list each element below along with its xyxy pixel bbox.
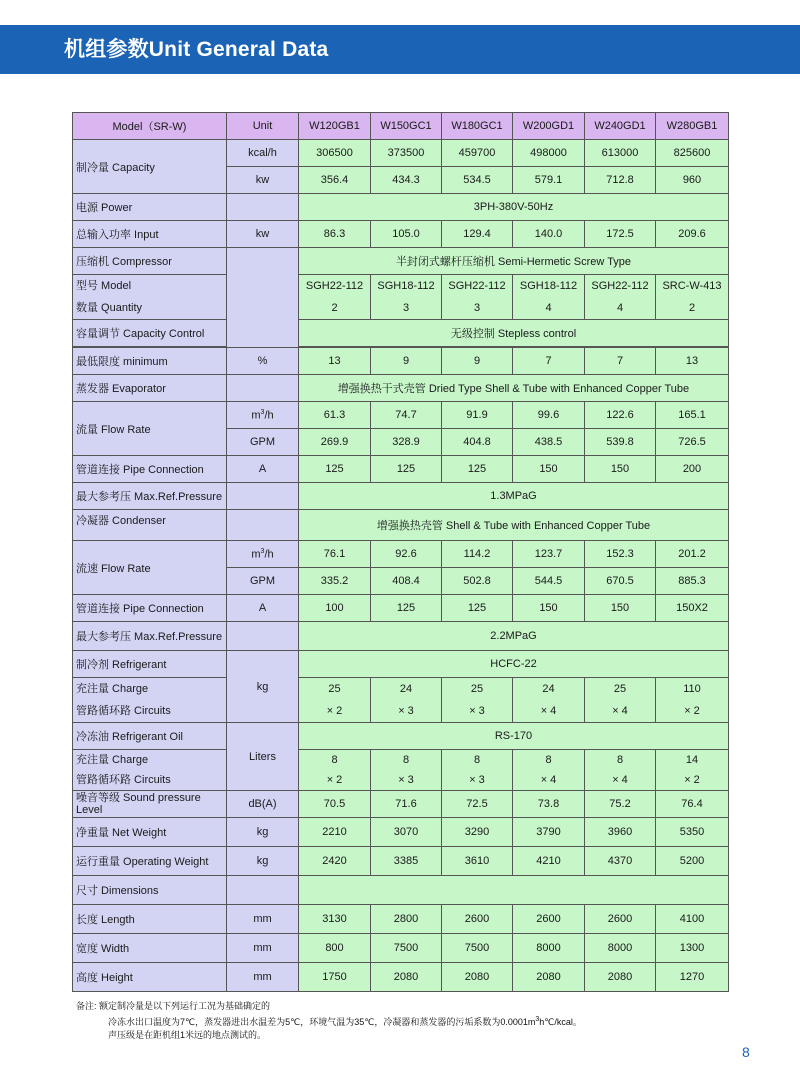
table-cell: 8 × 4 — [585, 750, 656, 791]
evaporator-unit-gpm: GPM — [227, 429, 299, 456]
table-cell: 172.5 — [585, 221, 656, 248]
table-cell: 2600 — [513, 905, 585, 934]
table-cell: 201.2 — [656, 541, 729, 568]
table-cell: 1300 — [656, 934, 729, 963]
input-label: 总输入功率 Input — [73, 221, 227, 248]
operating-weight-label: 运行重量 Operating Weight — [73, 847, 227, 876]
table-cell — [227, 876, 299, 905]
table-cell: 306500 — [299, 140, 371, 167]
condenser-unit-m3h: $m^3/h$ — [227, 541, 299, 568]
table-cell: 70.5 — [299, 791, 371, 818]
table-cell: 129.4 — [442, 221, 513, 248]
table-cell: 25 × 2 — [299, 678, 371, 723]
input-unit: kw — [227, 221, 299, 248]
table-cell: 579.1 — [513, 167, 585, 194]
table-cell: 800 — [299, 934, 371, 963]
table-cell: 105.0 — [371, 221, 442, 248]
table-cell: 9 — [442, 348, 513, 375]
table-cell: 25 × 4 — [585, 678, 656, 723]
table-cell: 2600 — [442, 905, 513, 934]
refrigerant-charge-labels — [73, 678, 227, 723]
table-row — [73, 651, 729, 678]
height-label: 高度 Height — [73, 963, 227, 992]
table-cell: 209.6 — [656, 221, 729, 248]
evaporator-pipe-label: 管道连接 Pipe Connection — [73, 456, 227, 483]
table-cell: 7500 — [442, 934, 513, 963]
table-cell: 13 — [299, 348, 371, 375]
table-cell: 2420 — [299, 847, 371, 876]
page-title: 机组参数Unit General Data — [64, 38, 329, 61]
condenser-pressure-label: 最大参考压 Max.Ref.Pressure — [73, 622, 227, 651]
table-row — [73, 678, 729, 723]
note-line-2: 冷冻水出口温度为7℃，蒸发器进出水温差为5℃，环境气温为35℃，冷凝器和蒸发器的污垢系数为$0.0001m^3h℃$/kcal。 — [108, 1016, 582, 1027]
note-line-3: 声压级是在距机组1米远的地点测试的。 — [108, 1030, 267, 1040]
table-cell: 498000 — [513, 140, 585, 167]
table-cell: 3790 — [513, 818, 585, 847]
table-cell: 122.6 — [585, 402, 656, 429]
table-cell: 9 — [371, 348, 442, 375]
net-weight-label: 净重量 Net Weight — [73, 818, 227, 847]
table-row — [73, 248, 729, 275]
header-model-4: W200GD1 — [513, 113, 585, 140]
table-cell: 125 — [371, 456, 442, 483]
oil-charge-label: 充注量 Charge — [76, 754, 149, 766]
table-row — [73, 483, 729, 510]
oil-charge-labels — [73, 750, 227, 791]
table-cell: 91.9 — [442, 402, 513, 429]
table-cell: 140.0 — [513, 221, 585, 248]
condenser-pipe-label: 管道连接 Pipe Connection — [73, 595, 227, 622]
table-cell: 2080 — [442, 963, 513, 992]
table-cell: SGH18-112 3 — [371, 275, 442, 320]
table-cell: 13 — [656, 348, 729, 375]
table-cell: 5200 — [656, 847, 729, 876]
oil-type: RS-170 — [299, 723, 729, 750]
table-cell: 150 — [513, 595, 585, 622]
header-model-3: W180GC1 — [442, 113, 513, 140]
table-cell — [227, 510, 299, 541]
table-cell: 2080 — [585, 963, 656, 992]
table-cell: 8 × 2 — [299, 750, 371, 791]
table-cell: 200 — [656, 456, 729, 483]
table-cell: 165.1 — [656, 402, 729, 429]
title-banner — [0, 25, 800, 74]
table-cell: 2600 — [585, 905, 656, 934]
table-cell: 125 — [371, 595, 442, 622]
oil-label: 冷冻油 Refrigerant Oil — [73, 723, 227, 750]
table-cell: 24 × 3 — [371, 678, 442, 723]
table-cell: 8000 — [585, 934, 656, 963]
header-model-5: W240GD1 — [585, 113, 656, 140]
table-row — [73, 510, 729, 541]
table-row — [73, 140, 729, 167]
capacity-unit-kw: kw — [227, 167, 299, 194]
table-cell: 8000 — [513, 934, 585, 963]
table-cell: 3610 — [442, 847, 513, 876]
table-cell: 3070 — [371, 818, 442, 847]
table-cell: 885.3 — [656, 568, 729, 595]
table-row — [73, 905, 729, 934]
capacity-label: 制冷量 Capacity — [73, 140, 227, 194]
header-unit: Unit — [227, 113, 299, 140]
condenser-pipe-unit: A — [227, 595, 299, 622]
evaporator-unit-m3h: $m^3/h$ — [227, 402, 299, 429]
table-cell: 74.7 — [371, 402, 442, 429]
height-unit: mm — [227, 963, 299, 992]
table-cell: 534.5 — [442, 167, 513, 194]
table-cell: 8 × 3 — [371, 750, 442, 791]
table-cell: 150 — [585, 456, 656, 483]
condenser-flow-label: 流速 Flow Rate — [73, 541, 227, 595]
refrigerant-type: HCFC-22 — [299, 651, 729, 678]
table-cell: 125 — [442, 595, 513, 622]
table-cell: 404.8 — [442, 429, 513, 456]
table-cell — [227, 375, 299, 402]
evaporator-flow-label: 流量 Flow Rate — [73, 402, 227, 456]
compressor-type: 半封闭式螺杆压缩机 Semi-Hermetic Screw Type — [299, 248, 729, 275]
table-cell: 335.2 — [299, 568, 371, 595]
table-row — [73, 456, 729, 483]
table-cell: 1750 — [299, 963, 371, 992]
table-row — [73, 963, 729, 992]
power-value: 3PH-380V-50Hz — [299, 194, 729, 221]
length-label: 长度 Length — [73, 905, 227, 934]
table-cell: 2080 — [513, 963, 585, 992]
width-label: 宽度 Width — [73, 934, 227, 963]
table-cell: 434.3 — [371, 167, 442, 194]
evaporator-pressure: 1.3MPaG — [299, 483, 729, 510]
notes — [76, 1000, 582, 1042]
table-cell: 76.4 — [656, 791, 729, 818]
sound-unit: dB(A) — [227, 791, 299, 818]
condenser-unit-gpm: GPM — [227, 568, 299, 595]
table-cell: 76.1 — [299, 541, 371, 568]
table-cell: 75.2 — [585, 791, 656, 818]
note-line-1 — [76, 1000, 582, 1013]
table-cell — [227, 483, 299, 510]
evaporator-type: 增强换热干式壳管 Dried Type Shell & Tube with Enhanced Copper Tube — [299, 375, 729, 402]
table-cell: SRC-W-413 2 — [656, 275, 729, 320]
unit-data-table — [72, 112, 729, 992]
table-row — [73, 750, 729, 791]
table-cell — [227, 194, 299, 221]
minimum-unit: % — [227, 348, 299, 375]
table-row — [73, 194, 729, 221]
condenser-type: 增强换热壳管 Shell & Tube with Enhanced Copper Tube — [299, 510, 729, 541]
table-cell: 3385 — [371, 847, 442, 876]
evaporator-pipe-unit: A — [227, 456, 299, 483]
table-cell: 3960 — [585, 818, 656, 847]
table-row — [73, 595, 729, 622]
table-row — [73, 275, 729, 320]
table-cell: 99.6 — [513, 402, 585, 429]
table-cell: 4100 — [656, 905, 729, 934]
net-weight-unit: kg — [227, 818, 299, 847]
table-cell: SGH18-112 4 — [513, 275, 585, 320]
table-cell: SGH22-112 3 — [442, 275, 513, 320]
table-cell: 502.8 — [442, 568, 513, 595]
table-cell: 125 — [299, 456, 371, 483]
table-row — [73, 541, 729, 568]
minimum-label: 最低限度 minimum — [73, 348, 227, 375]
capacity-control-label: 容量调节 Capacity Control — [73, 320, 227, 347]
table-cell: 71.6 — [371, 791, 442, 818]
header-model-6: W280GB1 — [656, 113, 729, 140]
table-cell: 4370 — [585, 847, 656, 876]
refrigerant-label: 制冷剂 Refrigerant — [73, 651, 227, 678]
table-cell: 712.8 — [585, 167, 656, 194]
table-cell: 539.8 — [585, 429, 656, 456]
table-cell: 408.4 — [371, 568, 442, 595]
table-row — [73, 348, 729, 375]
condenser-label: 冷凝器 Condenser — [73, 510, 227, 541]
table-cell: 3130 — [299, 905, 371, 934]
refrigerant-circuits-label: 管路循环路 Circuits — [76, 705, 171, 717]
table-cell: 25 × 3 — [442, 678, 513, 723]
table-cell: 86.3 — [299, 221, 371, 248]
operating-weight-unit: kg — [227, 847, 299, 876]
table-cell: 356.4 — [299, 167, 371, 194]
table-cell: 8 × 4 — [513, 750, 585, 791]
table-cell: 123.7 — [513, 541, 585, 568]
table-cell: 150X2 — [656, 595, 729, 622]
table-cell: 2080 — [371, 963, 442, 992]
table-cell: 110 × 2 — [656, 678, 729, 723]
table-cell: 5350 — [656, 818, 729, 847]
table-row — [73, 622, 729, 651]
table-cell: 125 — [442, 456, 513, 483]
dimensions-label: 尺寸 Dimensions — [73, 876, 227, 905]
page-number: 8 — [742, 1044, 750, 1060]
table-cell: 613000 — [585, 140, 656, 167]
table-cell: 960 — [656, 167, 729, 194]
table-cell: 726.5 — [656, 429, 729, 456]
capacity-control-value: 无级控制 Stepless control — [299, 320, 729, 347]
table-cell: 544.5 — [513, 568, 585, 595]
table-cell: 114.2 — [442, 541, 513, 568]
table-row — [73, 723, 729, 750]
header-model: Model（SR-W) — [73, 113, 227, 140]
table-cell: 8 × 3 — [442, 750, 513, 791]
evaporator-pressure-label: 最大参考压 Max.Ref.Pressure — [73, 483, 227, 510]
header-model-2: W150GC1 — [371, 113, 442, 140]
sound-label: 噪音等级 Sound pressure Level — [73, 791, 227, 818]
table-row — [73, 402, 729, 429]
table-row — [73, 221, 729, 248]
table-cell: 328.9 — [371, 429, 442, 456]
table-row — [73, 375, 729, 402]
table-cell: 2800 — [371, 905, 442, 934]
compressor-quantity-label: 数量 Quantity — [76, 302, 143, 314]
condenser-pressure: 2.2MPaG — [299, 622, 729, 651]
evaporator-label: 蒸发器 Evaporator — [73, 375, 227, 402]
table-cell: 3290 — [442, 818, 513, 847]
table-cell: SGH22-112 2 — [299, 275, 371, 320]
oil-unit: Liters — [227, 723, 299, 791]
table-cell: 269.9 — [299, 429, 371, 456]
table-cell — [299, 876, 729, 905]
compressor-model-label: 型号 Model — [76, 280, 132, 292]
oil-circuits-label: 管路循环路 Circuits — [76, 774, 171, 786]
table-cell: 7 — [513, 348, 585, 375]
table-cell: 459700 — [442, 140, 513, 167]
table-cell: 152.3 — [585, 541, 656, 568]
table-cell: 4210 — [513, 847, 585, 876]
table-cell: 73.8 — [513, 791, 585, 818]
table-cell: 14 × 2 — [656, 750, 729, 791]
table-cell: 100 — [299, 595, 371, 622]
table-cell: 825600 — [656, 140, 729, 167]
header-row — [73, 113, 729, 140]
power-label: 电源 Power — [73, 194, 227, 221]
table-cell: 2210 — [299, 818, 371, 847]
table-cell — [227, 248, 299, 348]
table-cell: 72.5 — [442, 791, 513, 818]
length-unit: mm — [227, 905, 299, 934]
table-cell: 1270 — [656, 963, 729, 992]
capacity-unit-kcal: kcal/h — [227, 140, 299, 167]
table-row — [73, 876, 729, 905]
table-cell: 24 × 4 — [513, 678, 585, 723]
table-cell: 150 — [513, 456, 585, 483]
table-cell: 150 — [585, 595, 656, 622]
table-cell: 670.5 — [585, 568, 656, 595]
table-cell: 7500 — [371, 934, 442, 963]
table-cell: SGH22-112 4 — [585, 275, 656, 320]
table-cell — [227, 622, 299, 651]
table-cell: 92.6 — [371, 541, 442, 568]
note-prefix: 备注: — [76, 1001, 97, 1011]
header-model-1: W120GB1 — [299, 113, 371, 140]
table-row — [73, 320, 729, 347]
table-row — [73, 934, 729, 963]
model-quantity-label — [73, 275, 227, 320]
compressor-label: 压缩机 Compressor — [73, 248, 227, 275]
table-row — [73, 791, 729, 818]
table-row — [73, 847, 729, 876]
table-cell: 438.5 — [513, 429, 585, 456]
table-cell: 373500 — [371, 140, 442, 167]
table-cell: 7 — [585, 348, 656, 375]
refrigerant-unit: kg — [227, 651, 299, 723]
table-cell: 61.3 — [299, 402, 371, 429]
note-text-1: 额定制冷量是以下列运行工况为基础确定的 — [99, 1001, 271, 1011]
refrigerant-charge-label: 充注量 Charge — [76, 683, 149, 695]
width-unit: mm — [227, 934, 299, 963]
table-row — [73, 818, 729, 847]
